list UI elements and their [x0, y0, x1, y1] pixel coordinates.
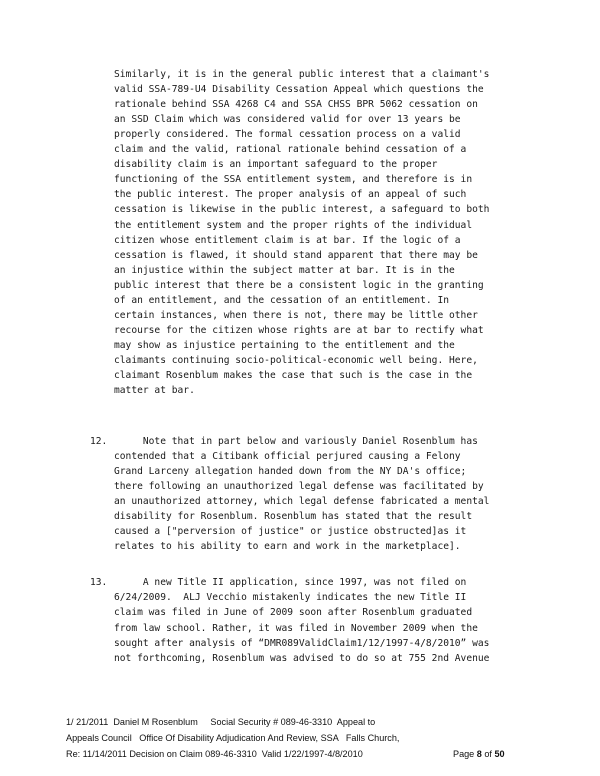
text-line: an unauthorized attorney, which legal defense fabricated a mental: [114, 496, 490, 508]
text-line: Grand Larceny allegation handed down from the NY DA's office;: [114, 466, 467, 478]
text-line: Similarly, it is in the general public interest that a claimant's: [114, 69, 490, 80]
text-line: claimants continuing socio-political-economic well being. Here,: [114, 354, 478, 366]
text-line: an injustice within the subject matter at bar. It is in the: [114, 264, 455, 276]
text-line: the entitlement system and the proper rights of the individual: [114, 219, 473, 231]
text-line: disability for Rosenblum. Rosenblum has stated that the result: [114, 511, 473, 523]
text-line: there following an unauthorized legal defense was facilitated by: [114, 481, 484, 493]
paragraph-number-12: 12.: [90, 436, 108, 447]
text-line: sought after analysis of “DMR089ValidClaim1/12/1997-4/8/2010” was: [114, 637, 490, 649]
text-line: citizen whose entitlement claim is at bar. If the logic of a: [114, 234, 461, 246]
page-current: 8: [476, 749, 482, 759]
footer-line-1: 1/ 21/2011 Daniel M Rosenblum Social Security # 089-46-3310 Appeal to: [66, 717, 376, 727]
text-line: valid SSA-789-U4 Disability Cessation Appeal which questions the: [114, 84, 484, 96]
text-line: claim and the valid, rational rationale behind cessation of a: [114, 144, 467, 156]
text-line: an SSD Claim which was considered valid for over 13 years be: [114, 114, 461, 126]
text-line: not forthcoming, Rosenblum was advised to do so at 755 2nd Avenue: [114, 653, 490, 664]
text-line: claim was filed in June of 2009 soon after Rosenblum graduated: [114, 607, 473, 619]
text-line: relates to his ability to earn and work in the marketplace].: [114, 541, 461, 553]
text-line: matter at bar.: [114, 385, 195, 397]
text-line: certain instances, when there is not, there may be little other: [114, 309, 478, 321]
text-line: the public interest. The proper analysis of an appeal of such: [114, 189, 467, 201]
text-line: A new Title II application, since 1997, was not filed on: [114, 577, 467, 588]
footer-line-2: Appeals Council Office Of Disability Adjudication And Review, SSA Falls Church,: [66, 733, 400, 743]
text-line: claimant Rosenblum makes the case that such is the case in the: [114, 370, 473, 381]
text-line: rationale behind SSA 4268 C4 and SSA CHSS BPR 5062 cessation on: [114, 99, 478, 111]
text-line: functioning of the SSA entitlement system, and therefore is in: [114, 174, 473, 186]
text-line: 6/24/2009. ALJ Vecchio mistakenly indicates the new Title II: [114, 592, 467, 604]
text-line: cessation is likewise in the public interest, a safeguard to both: [114, 204, 490, 216]
text-line: of an entitlement, and the cessation of an entitlement. In: [114, 294, 450, 306]
page-of-word: of: [484, 749, 492, 759]
text-line: properly considered. The formal cessation process on a valid: [114, 129, 461, 141]
page-total: 50: [494, 749, 505, 759]
text-line: Note that in part below and variously Daniel Rosenblum has: [114, 436, 478, 447]
text-line: from law school. Rather, it was filed in November 2009 when the: [114, 622, 478, 634]
text-line: caused a ["perversion of justice" or justice obstructed]as it: [114, 526, 467, 538]
page-word: Page: [453, 749, 475, 759]
text-line: disability claim is an important safeguard to the proper: [114, 159, 438, 171]
text-line: cessation is flawed, it should stand apparent that there may be: [114, 249, 478, 261]
text-line: may show as injustice pertaining to the entitlement and the: [114, 339, 455, 351]
text-line: public interest that there be a consistent logic in the granting: [114, 279, 484, 291]
page-number: [453, 748, 505, 761]
text-line: contended that a Citibank official perjured causing a Felony: [114, 451, 461, 463]
footer-line-3: Re: 11/14/2011 Decision on Claim 089-46-3310 Valid 1/22/1997-4/8/2010: [66, 749, 363, 759]
paragraph-number-13: 13.: [90, 577, 108, 588]
text-line: recourse for the citizen whose rights are at bar to rectify what: [114, 324, 484, 336]
